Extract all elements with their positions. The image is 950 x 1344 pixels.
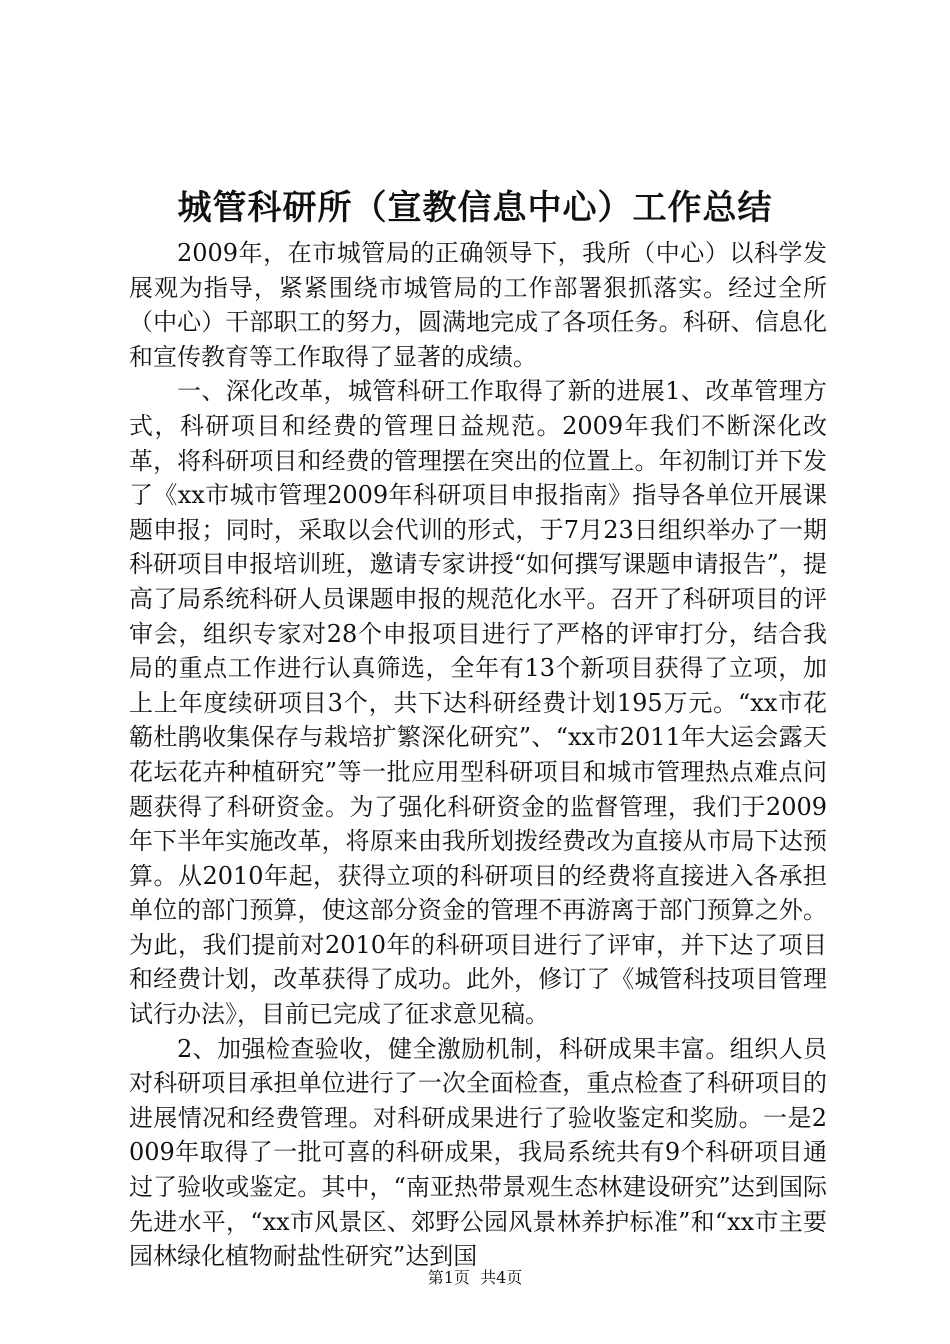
page-footer <box>0 1267 950 1289</box>
paragraph-intro: 2009年，在市城管局的正确领导下，我所（中心）以科学发展观为指导，紧紧围绕市城管局的工作部署狠抓落实。经过全所（中心）干部职工的努力，圆满地完成了各项任务。科研、信息化和宣传教育等工作取得了显著的成绩。 <box>129 239 827 371</box>
page-total: 共4页 <box>480 1268 523 1287</box>
document-body <box>129 236 827 1274</box>
document-title: 城管科研所（宣教信息中心）工作总结 <box>177 188 773 228</box>
paragraph-section-one: 一、深化改革，城管科研工作取得了新的进展1、改革管理方式，科研项目和经费的管理日益规范。2009年我们不断深化改革，将科研项目和经费的管理摆在突出的位置上。年初制订并下发了《xx市城市管理2009年科研项目申报指南》指导各单位开展课题申报；同时，采取以会代训的形式，于7月23日组织举办了一期科研项目申报培训班，邀请专家讲授“如何撰写课题申请报告”，提高了局系统科研人员课题申报的规范化水平。召开了科研项目的评审会，组织专家对28个申报项目进行了严格的评审打分，结合我局的重点工作进行认真筛选，全年有13个新项目获得了立项，加上上年度续研项目3个，共下达科研经费计划195万元。“xx市花簕杜鹃收集保存与栽培扩繁深化研究”、“xx市2011年大运会露天花坛花卉种植研究”等一批应用型科研项目和城市管理热点难点问题获得了科研资金。为了强化科研资金的监督管理，我们于2009年下半年实施改革，将原来由我所划拨经费改为直接从市局下达预算。从2010年起，获得立项的科研项目的经费将直接进入各承担单位的部门预算，使这部分资金的管理不再游离于部门预算之外。为此，我们提前对2010年的科研项目进行了评审，并下达了项目和经费计划，改革获得了成功。此外，修订了《城管科技项目管理试行办法》，目前已完成了征求意见稿。 <box>129 377 827 1029</box>
paragraph-section-two: 2、加强检查验收，健全激励机制，科研成果丰富。组织人员对科研项目承担单位进行了一次全面检查，重点检查了科研项目的进展情况和经费管理。对科研成果进行了验收鉴定和奖励。一是2009年取得了一批可喜的科研成果，我局系统共有9个科研项目通过了验收或鉴定。其中，“南亚热带景观生态林建设研究”达到国际先进水平，“xx市风景区、郊野公园风景林养护标准”和“xx市主要园林绿化植物耐盐性研究”达到国 <box>129 1034 827 1271</box>
page-number: 第1页 <box>427 1268 470 1287</box>
